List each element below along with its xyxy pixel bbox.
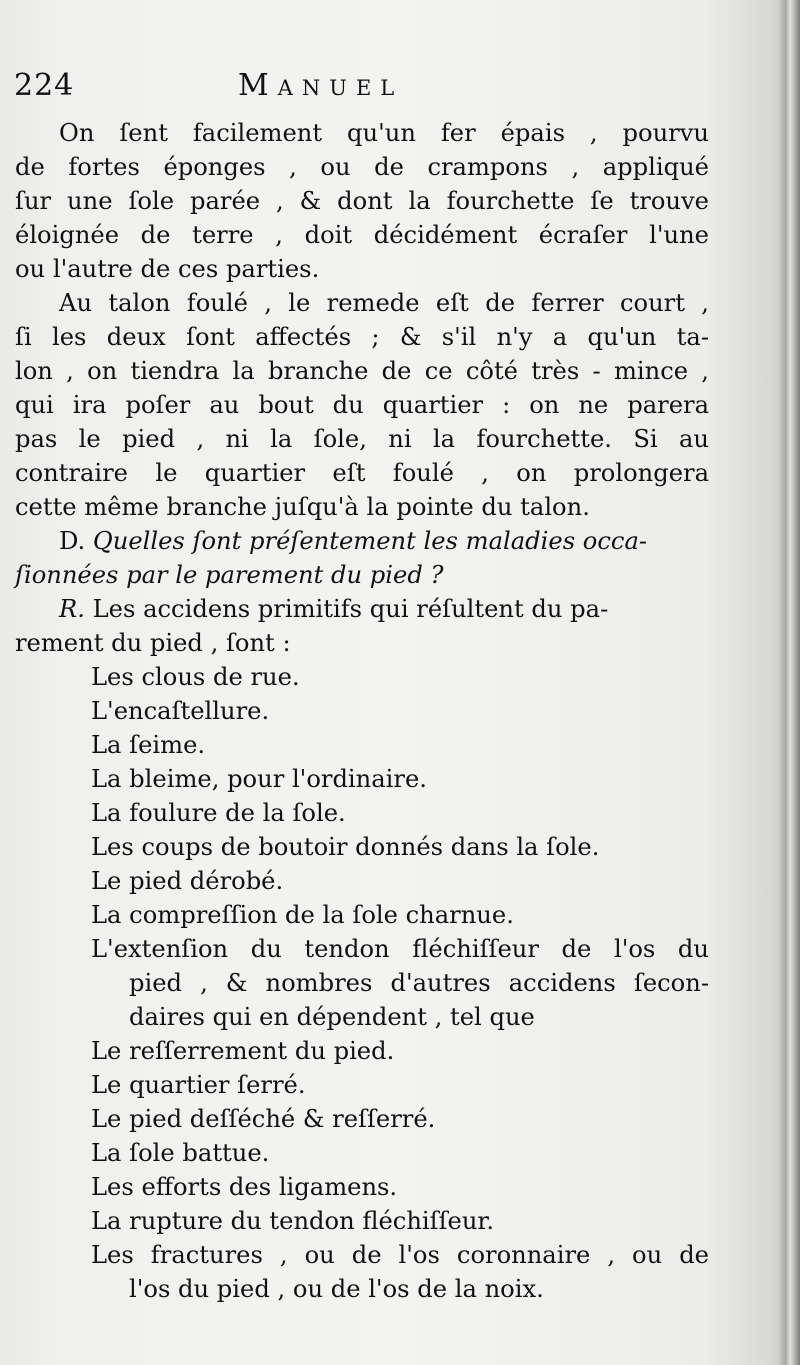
question-line [15, 524, 709, 558]
list-item-continuation: daires qui en dépendent , tel que [129, 1003, 535, 1031]
list-item: Les clous de rue. [91, 663, 300, 691]
list-item: L'encaſtellure. [91, 697, 270, 725]
text-line: de fortes éponges , ou de crampons , appliqué [15, 153, 709, 181]
list-item-continuation: l'os du pied , ou de l'os de la noix. [129, 1275, 544, 1303]
list-item: Les fractures , ou de l'os coronnaire , ou de [91, 1241, 709, 1269]
answer-line [15, 592, 709, 626]
list-item: Le pied deſſéché & reſſerré. [91, 1105, 436, 1133]
text-line: Au talon foulé , le remede eſt de ferrer court , [59, 289, 709, 317]
text-line: On ſent facilement qu'un fer épais , pourvu [59, 119, 709, 147]
text-line: ſur une ſole parée , & dont la fourchette ſe trouve [15, 187, 709, 215]
list-item: La compreſſion de la ſole charnue. [91, 901, 514, 929]
list-item: Les coups de boutoir donnés dans la ſole. [91, 833, 600, 861]
text-line: contraire le quartier eſt foulé , on prolongera [15, 459, 709, 487]
list-item: L'extenſion du tendon fléchiſſeur de l'os du [91, 935, 709, 963]
page-body [15, 116, 709, 1306]
answer-text: Les accidens primitifs qui réſultent du pa- [92, 595, 609, 623]
list-item: Le pied dérobé. [91, 867, 284, 895]
page-edge [778, 0, 800, 1365]
question-line: ſionnées par le parement du pied ? [15, 561, 444, 589]
question-marker: D. [59, 527, 86, 555]
text-line: qui ira poſer au bout du quartier : on ne parera [15, 391, 709, 419]
list-item: Le quartier ſerré. [91, 1071, 306, 1099]
list-item: La bleime, pour l'ordinaire. [91, 765, 427, 793]
page-header [14, 68, 774, 118]
text-line: lon , on tiendra la branche de ce côté très - mince , [15, 357, 709, 385]
answer-marker: R. [59, 595, 85, 623]
text-line: éloignée de terre , doit décidément écraſer l'une [15, 221, 709, 249]
list-item: La rupture du tendon fléchiſſeur. [91, 1207, 495, 1235]
question-text: Quelles ſont préſentement les maladies occa- [92, 527, 648, 555]
list-item: Le reſſerrement du pied. [91, 1037, 395, 1065]
text-line: ou l'autre de ces parties. [15, 255, 320, 283]
text-line: ſi les deux ſont affectés ; & s'il n'y a qu'un ta- [15, 323, 709, 351]
list-item: La ſeime. [91, 731, 206, 759]
list-item-continuation: pied , & nombres d'autres accidens ſecon- [129, 969, 709, 997]
page-number: 224 [14, 68, 75, 103]
list-item: La foulure de la ſole. [91, 799, 346, 827]
list-item: Les efforts des ligamens. [91, 1173, 398, 1201]
text-line: pas le pied , ni la ſole, ni la fourchette. Si au [15, 425, 709, 453]
running-head: Manuel [238, 68, 404, 103]
text-line: cette même branche juſqu'à la pointe du talon. [15, 493, 590, 521]
answer-line: rement du pied , ſont : [15, 629, 291, 657]
list-item: La ſole battue. [91, 1139, 270, 1167]
